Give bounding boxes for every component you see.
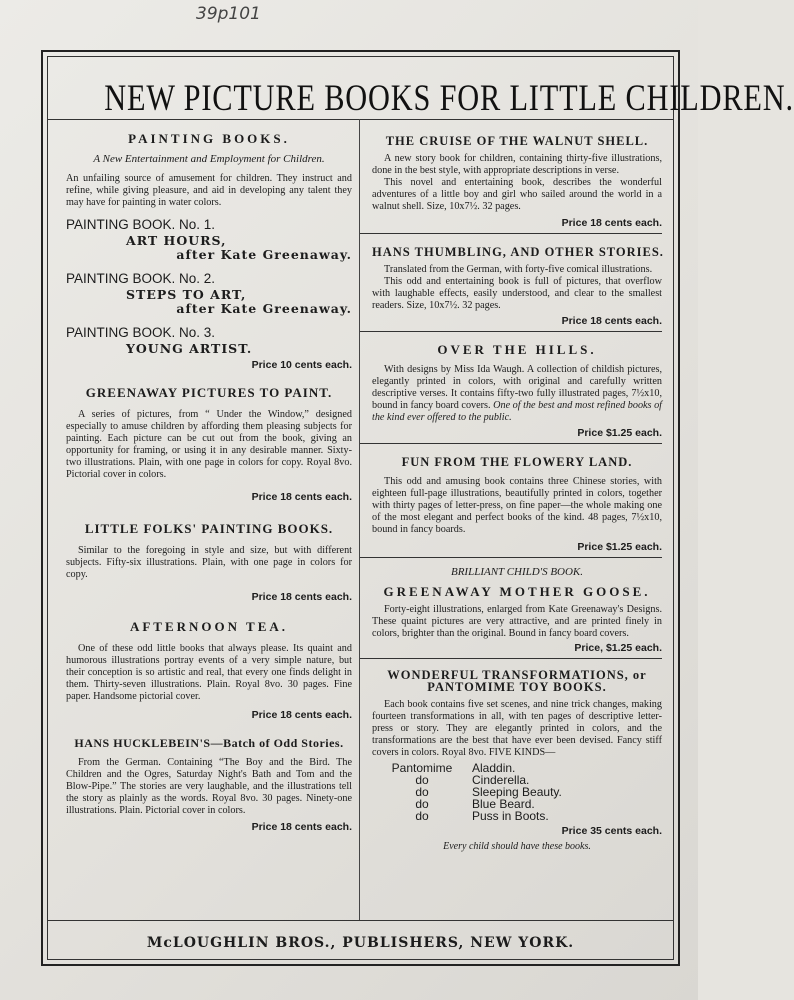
transformations-price: Price 35 cents each. (561, 825, 662, 837)
over-the-hills-body (372, 364, 662, 424)
toy-kind-prefix: do (415, 797, 429, 811)
book3-label: PAINTING BOOK. No. 3. (66, 325, 216, 340)
afternoon-tea-body: One of these odd little books that always please. Its quaint and humorous illustrations portray events of a very simple nature, but their conception is so artistic and real, that every one finds delight in them. Thirty-seven illustrations. Plain. Royal 8vo. 30 pages. Fine paper. Handsome pictorial cover. (66, 643, 352, 702)
afternoon-tea-heading: AFTERNOON TEA. (129, 619, 289, 634)
book2-author: after Kate Greenaway. (176, 301, 352, 316)
left-column (66, 123, 352, 833)
book3-title: YOUNG ARTIST. (126, 341, 253, 356)
walnut-shell-price: Price 18 cents each. (561, 217, 662, 229)
section-rule (360, 443, 662, 444)
transformations-tagline: Every child should have these books. (443, 841, 591, 852)
little-folks-heading: LITTLE FOLKS' PAINTING BOOKS. (84, 521, 334, 536)
walnut-shell-heading: THE CRUISE OF THE WALNUT SHELL. (385, 134, 649, 148)
little-folks-body: Similar to the foregoing in style and size, but with different subjects. Fifty-six illustrations. Plain, with one page in colors for copy. (66, 545, 352, 580)
column-divider (359, 119, 360, 921)
mother-goose-body: Forty-eight illustrations, enlarged from Kate Greenaway's Designs. These quaint pictures are very attractive, and are printed finely in colors, brighter than the original. Bound in fancy board covers. (372, 604, 662, 639)
hans-thumbling-body2: This odd and entertaining book is full of pictures, that overflow with laughable effects, easily understood, and clear to the smallest readers. Size, 10x7½. 32 pages. (372, 276, 662, 311)
transformations-body: Each book contains five set scenes, and nine trick changes, making fourteen transformations in all, with ten pages of descriptive letter-press or story. They are elegantly printed in colors, and the transformations are the best that have ever been devised. Fancy stiff covers in colors. Royal 8vo. FIVE KINDS— (372, 699, 662, 758)
over-the-hills-italic: One of the best and most refined books of the kind ever offered to the public. (372, 400, 662, 423)
greenaway-pictures-price: Price 18 cents each. (251, 491, 352, 503)
flowery-land-price: Price $1.25 each. (577, 541, 662, 553)
book1-author: after Kate Greenaway. (176, 247, 352, 262)
toy-kind-title: Blue Beard. (472, 797, 535, 811)
mother-goose-heading: GREENAWAY MOTHER GOOSE. (383, 584, 651, 599)
toy-kind-title: Puss in Boots. (472, 809, 549, 823)
over-the-hills-text: With designs by Miss Ida Waugh. A collection of childish pictures, elegantly printed in colors, with original and carefully written descriptive verses. It contains fifty-two fully illustrated pages, 7½x10, bound in fancy board covers. (372, 364, 662, 411)
toy-kind-prefix: do (415, 809, 429, 823)
page-border (41, 50, 794, 966)
page-title: NEW PICTURE BOOKS FOR LITTLE CHILDREN. (104, 78, 794, 119)
flowery-land-body: This odd and amusing book contains three Chinese stories, with eighteen full-page illustrations, beautifully printed in colors, together with thirty pages of letter-press, on fine paper—the whole making one of the most elegant and perfect books of the kind. 48 pages, 7½x10, bound in fancy boards. (372, 476, 662, 535)
painting-books-subtitle: A New Entertainment and Employment for Children. (93, 153, 325, 165)
hans-hucklebein-heading: HANS HUCKLEBEIN'S—Batch of Odd Stories. (74, 736, 344, 750)
section-rule (360, 233, 662, 234)
hans-thumbling-body1: Translated from the German, with forty-five comical illustrations. (384, 264, 653, 275)
book2-label: PAINTING BOOK. No. 2. (66, 271, 216, 286)
toy-book-kinds (372, 762, 662, 822)
greenaway-pictures-heading: GREENAWAY PICTURES TO PAINT. (85, 385, 333, 400)
hans-hucklebein-price: Price 18 cents each. (251, 821, 352, 833)
afternoon-tea-price: Price 18 cents each. (251, 709, 352, 721)
toy-kind-row (372, 810, 662, 822)
mother-goose-subheading: BRILLIANT CHILD'S BOOK. (450, 566, 584, 578)
book2-title: STEPS TO ART, (126, 287, 247, 302)
inner-border (47, 56, 794, 960)
toy-kind-title: Aladdin. (472, 761, 516, 775)
walnut-shell-body2: This novel and entertaining book, describes the wonderful adventures of a little boy and girl who sailed around the world in a walnut shell. Size, 10x7½. 32 pages. (372, 177, 662, 212)
toy-kind-title: Cinderella. (472, 773, 530, 787)
publisher-footer: McLOUGHLIN BROS., PUBLISHERS, NEW YORK. (146, 935, 575, 951)
footer-rule (48, 920, 673, 921)
right-column (372, 123, 662, 853)
toy-kind-prefix: Pantomime (391, 761, 453, 775)
painting-books-body: An unfailing source of amusement for children. They instruct and refine, while giving pleasure, and aid in developing any talent they may have for painting in water colors. (66, 173, 352, 208)
toy-kind-prefix: do (415, 773, 429, 787)
hans-hucklebein-body: From the German. Containing “The Boy and the Bird. The Children and the Ogres, Saturday Night's Bath and Tom and the Blow-Pipe.” The stories are very laughable, and the illustrations tell the story as plainly as the words. Royal 8vo. 30 pages. Ninety-one illustrations. Plain. Pictorial cover in colors. (66, 757, 352, 816)
section-rule (360, 557, 662, 558)
flowery-land-heading: FUN FROM THE FLOWERY LAND. (401, 455, 633, 469)
painting-books-heading: PAINTING BOOKS. (128, 131, 290, 146)
over-the-hills-heading: OVER THE HILLS. (437, 342, 597, 357)
little-folks-price: Price 18 cents each. (251, 591, 352, 603)
handwritten-note: 39p101 (196, 4, 261, 24)
hans-thumbling-heading: HANS THUMBLING, AND OTHER STORIES. (372, 245, 664, 259)
title-rule (48, 119, 673, 120)
hans-thumbling-price: Price 18 cents each. (561, 315, 662, 327)
greenaway-pictures-body: A series of pictures, from “ Under the Window,” designed especially to amuse children by affording them pleasing subjects for painting. Each picture can be cut out from the book, giving an opportunity for framing, or using it in any desirable manner. Sixty-two illustrations. Plain, with one page in colors for copy. Royal 8vo. Pictorial cover in colors. (66, 409, 352, 480)
mother-goose-price: Price, $1.25 each. (574, 642, 662, 654)
transformations-heading-1: WONDERFUL TRANSFORMATIONS, or (387, 668, 647, 682)
walnut-shell-body1: A new story book for children, containing thirty-five illustrations, done in the best style, with appropriate descriptions in verse. (372, 153, 662, 176)
toy-kind-title: Sleeping Beauty. (472, 785, 562, 799)
painting-books-price: Price 10 cents each. (251, 359, 352, 371)
transformations-heading-2: PANTOMIME TOY BOOKS. (427, 680, 607, 694)
book1-label: PAINTING BOOK. No. 1. (66, 217, 216, 232)
section-rule (360, 658, 662, 659)
toy-kind-prefix: do (415, 785, 429, 799)
book1-title: ART HOURS, (126, 233, 227, 248)
over-the-hills-price: Price $1.25 each. (577, 427, 662, 439)
section-rule (360, 331, 662, 332)
